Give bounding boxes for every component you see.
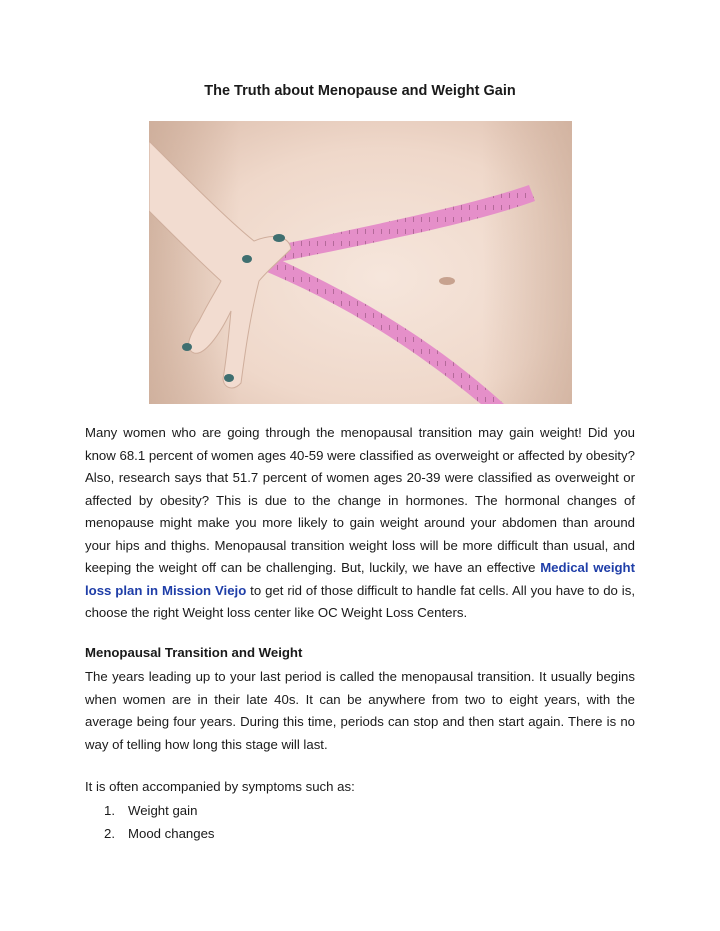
intro-text-before-link: Many women who are going through the menopausal transition may gain weight! Did you know 68.1 percent of women ages 40-59 were classified as overweight or affected by obesity? Also, research says that 51.7 percent of women ages 20-39 were classified as overweight or affected by obesity? This is due to the change in hormones. The hormonal changes of menopause might make you more likely to gain weight around your abdomen than around your hips and thighs. Menopausal transition weight loss will be more difficult than usual, and keeping the weight off can be challenging. But, luckily, we have an effective <box>85 425 635 575</box>
list-item-label: Mood changes <box>128 826 215 841</box>
section-paragraph: The years leading up to your last period is called the menopausal transition. It usually begins when women are in their late 40s. It can be anywhere from two to eight years, with the average being four years. During this time, periods can stop and then start again. There is no way of telling how long this stage will last. <box>85 669 635 752</box>
page-title: The Truth about Menopause and Weight Gain <box>204 83 516 99</box>
list-item-number: 1. <box>104 803 115 818</box>
list-item <box>104 799 215 822</box>
list-item <box>104 822 215 845</box>
symptoms-intro: It is often accompanied by symptoms such as: <box>85 779 355 794</box>
intro-paragraph <box>85 422 635 625</box>
waist-measuring-photo <box>149 121 572 404</box>
weight-loss-plan-link[interactable]: Medical weight loss plan in Mission Viejo <box>85 560 635 598</box>
intro-text-after-link: to get rid of those difficult to handle fat cells. All you have to do is, choose the right Weight loss center like OC Weight Loss Centers. <box>85 582 635 620</box>
list-item-number: 2. <box>104 826 115 841</box>
section-heading: Menopausal Transition and Weight <box>85 645 303 660</box>
symptoms-list <box>104 799 215 845</box>
list-item-label: Weight gain <box>128 803 198 818</box>
